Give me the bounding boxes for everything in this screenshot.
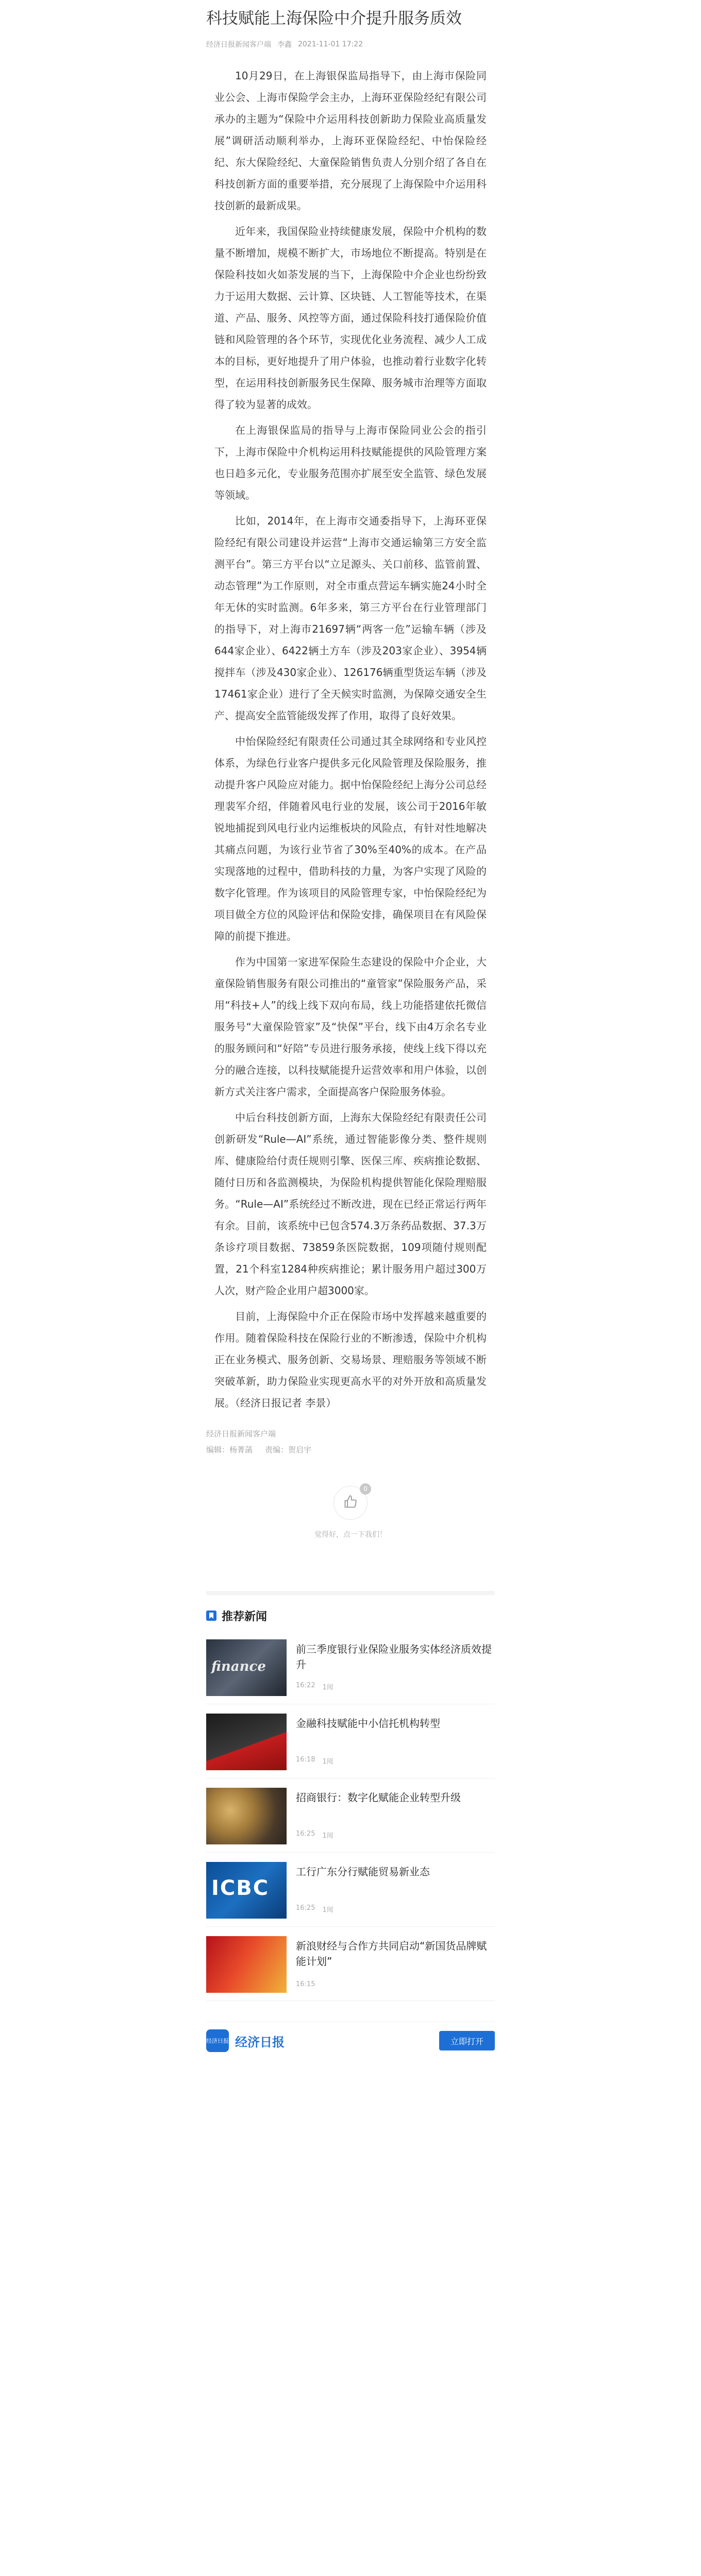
list-item[interactable]	[206, 1630, 495, 1704]
app-logo: 经济日报	[206, 2029, 229, 2052]
paragraph: 目前，上海保险中介正在保险市场中发挥越来越重要的作用。随着保险科技在保险行业的不断渗透，保险中介机构正在业务模式、服务创新、交易场景、理赔服务等领域不断突破革新，助力保险业实现更高水平的对外开放和高质量发展。（经济日报记者 李景）	[214, 1310, 487, 1409]
news-meta	[296, 1904, 430, 1914]
news-thumbnail	[206, 1639, 287, 1696]
article-meta	[206, 38, 495, 50]
news-thumbnail	[206, 1714, 287, 1770]
news-time: 16:18	[296, 1756, 315, 1764]
news-meta	[296, 1830, 461, 1840]
editor-label: 编辑：杨菁菡	[206, 1445, 253, 1454]
list-item[interactable]	[206, 1704, 495, 1778]
article-source[interactable]: 经济日报新闻客户端	[206, 41, 271, 49]
news-time: 16:25	[296, 1830, 315, 1838]
news-title[interactable]: 招商银行：数字化赋能企业转型升级	[296, 1791, 461, 1804]
news-meta	[296, 1682, 495, 1691]
article-title: 科技赋能上海保险中介提升服务质效	[206, 9, 462, 28]
news-views: 1阅	[322, 1758, 333, 1766]
bookmark-icon	[206, 1611, 216, 1621]
news-meta	[296, 1980, 495, 1988]
news-views: 1阅	[322, 1684, 333, 1691]
news-title[interactable]: 金融科技赋能中小信托机构转型	[296, 1717, 440, 1730]
news-title[interactable]: 前三季度银行业保险业服务实体经济质效提升	[296, 1643, 492, 1671]
thumbs-up-icon	[343, 1495, 358, 1511]
news-thumbnail	[206, 1788, 287, 1844]
paragraph: 比如，2014年，在上海市交通委指导下，上海环亚保险经纪有限公司建设并运营“上海市交通运输第三方安全监测平台”。第三方平台以“立足源头、关口前移、监管前置、动态管理”为工作原则，对全市重点营运车辆实施24小时全年无休的实时监测。6年多来，第三方平台在行业管理部门的指导下，对上海市21697辆“两客一危”运输车辆（涉及644家企业）、6422辆土方车（涉及203家企业）、3954辆搅拌车（涉及430家企业）、126176辆重型货运车辆（涉及17461家企业）进行了全天候实时监测，为保障交通安全生产、提高安全监管能级发挥了作用，取得了良好效果。	[214, 515, 487, 722]
paragraph: 近年来，我国保险业持续健康发展，保险中介机构的数量不断增加，规模不断扩大，市场地位不断提高。特别是在保险科技如火如荼发展的当下，上海保险中介企业也纷纷致力于运用大数据、云计算、区块链、人工智能等技术，在渠道、产品、服务、风控等方面，通过保险科技打通保险价值链和风险管理的各个环节，实现优化业务流程、减少人工成本的目标，更好地提升了用户体验，也推动着行业数字化转型，在运用科技创新服务民生保障、服务城市治理等方面取得了较为显著的成效。	[214, 225, 487, 411]
section-divider	[206, 1591, 495, 1595]
news-info	[296, 1639, 495, 1694]
paragraph: 在上海银保监局的指导与上海市保险同业公会的指引下，上海市保险中介机构运用科技赋能提供的风险管理方案也日趋多元化，专业服务范围亦扩展至安全监管、绿色发展等领域。	[214, 424, 487, 501]
open-app-button[interactable]: 立即打开	[439, 2031, 495, 2050]
supervisor-label: 责编：贺启宇	[265, 1445, 312, 1454]
news-time: 16:25	[296, 1904, 315, 1912]
news-views: 1阅	[322, 1906, 333, 1914]
news-time: 16:15	[296, 1980, 315, 1988]
news-thumbnail	[206, 1862, 287, 1919]
like-area	[206, 1486, 495, 1539]
news-info	[296, 1714, 440, 1769]
thumbnail-caption: finance	[211, 1659, 266, 1674]
paragraph: 作为中国第一家进军保险生态建设的保险中介企业，大童保险销售服务有限公司推出的“童管家”保险服务产品，采用“科技+人”的线上线下双向布局，线上功能搭建依托微信服务号“大童保险管家”及“快保”平台，线下由4万余名专业的服务顾问和“好陪”专员进行服务承接，使线上线下得以充分的融合连接，以科技赋能提升运营效率和用户体验，以创新方式关注客户需求，全面提高客户保险服务体验。	[214, 956, 487, 1098]
article-body	[206, 65, 495, 1414]
recommend-header	[206, 1606, 495, 1625]
recommend-title: 推荐新闻	[222, 1610, 268, 1623]
list-item[interactable]	[206, 1927, 495, 2001]
news-views: 1阅	[322, 1832, 333, 1840]
like-hint: 觉得好，点一下我们！	[314, 1531, 387, 1539]
like-count: 0	[360, 1483, 371, 1495]
news-info	[296, 1862, 430, 1917]
footer-source: 经济日报新闻客户端	[206, 1429, 276, 1438]
app-download-banner	[206, 2022, 495, 2059]
news-thumbnail	[206, 1936, 287, 1993]
app-brand	[206, 2029, 285, 2052]
recommend-list	[206, 1630, 495, 2001]
like-button[interactable]	[333, 1486, 368, 1520]
thumbnail-caption: ICBC	[211, 1876, 270, 1900]
app-name: 经济日报	[235, 2035, 285, 2049]
news-title[interactable]: 新浪财经与合作方共同启动“新国货品牌赋能计划”	[296, 1940, 487, 1968]
news-info	[296, 1788, 461, 1843]
editor-line	[206, 1442, 495, 1457]
article-page	[206, 0, 495, 2576]
paragraph: 10月29日，在上海银保监局指导下，由上海市保险同业公会、上海市保险学会主办，上海环亚保险经纪有限公司承办的主题为“保险中介运用科技创新助力保险业高质量发展”调研活动顺利举办，上海环亚保险经纪、中怡保险经纪、东大保险经纪、大童保险销售负责人分别介绍了各自在科技创新方面的重要举措，充分展现了上海保险中介运用科技创新的最新成果。	[214, 70, 487, 212]
news-time: 16:22	[296, 1682, 315, 1689]
list-item[interactable]	[206, 1853, 495, 1927]
paragraph: 中后台科技创新方面，上海东大保险经纪有限责任公司创新研发“Rule—AI”系统，通过智能影像分类、整件规则库、健康险给付责任规则引擎、医保三库、疾病推论数据、随付日历和各监测模块，为保险机构提供智能化保险理赔服务。“Rule—AI”系统经过不断改进，现在已经正常运行两年有余。目前，该系统中已包含574.3万条药品数据、37.3万条诊疗项目数据、73859条医院数据，109项随付规则配置，21个科室1284种疾病推论；累计服务用户超过300万人次，财产险企业用户超3000家。	[214, 1111, 487, 1297]
list-item[interactable]	[206, 1778, 495, 1853]
news-title[interactable]: 工行广东分行赋能贸易新业态	[296, 1866, 430, 1878]
article-datetime: 2021-11-01 17:22	[298, 40, 363, 48]
news-info	[296, 1936, 495, 1991]
paragraph: 中怡保险经纪有限责任公司通过其全球网络和专业风控体系，为绿色行业客户提供多元化风险管理及保险服务，推动提升客户风险应对能力。据中怡保险经纪上海分公司总经理裴军介绍，伴随着风电行业的发展，该公司于2016年敏锐地捕捉到风电行业内运维板块的风险点，有针对性地解决其痛点问题，为该行业节省了30%至40%的成本。在产品实现落地的过程中，借助科技的力量，为客户实现了风险的数字化管理。作为该项目的风险管理专家，中怡保险经纪为项目做全方位的风险评估和保险安排，确保项目在有风险保障的前提下推进。	[214, 735, 487, 942]
article-author: 李鑫	[277, 41, 292, 49]
news-meta	[296, 1756, 440, 1766]
